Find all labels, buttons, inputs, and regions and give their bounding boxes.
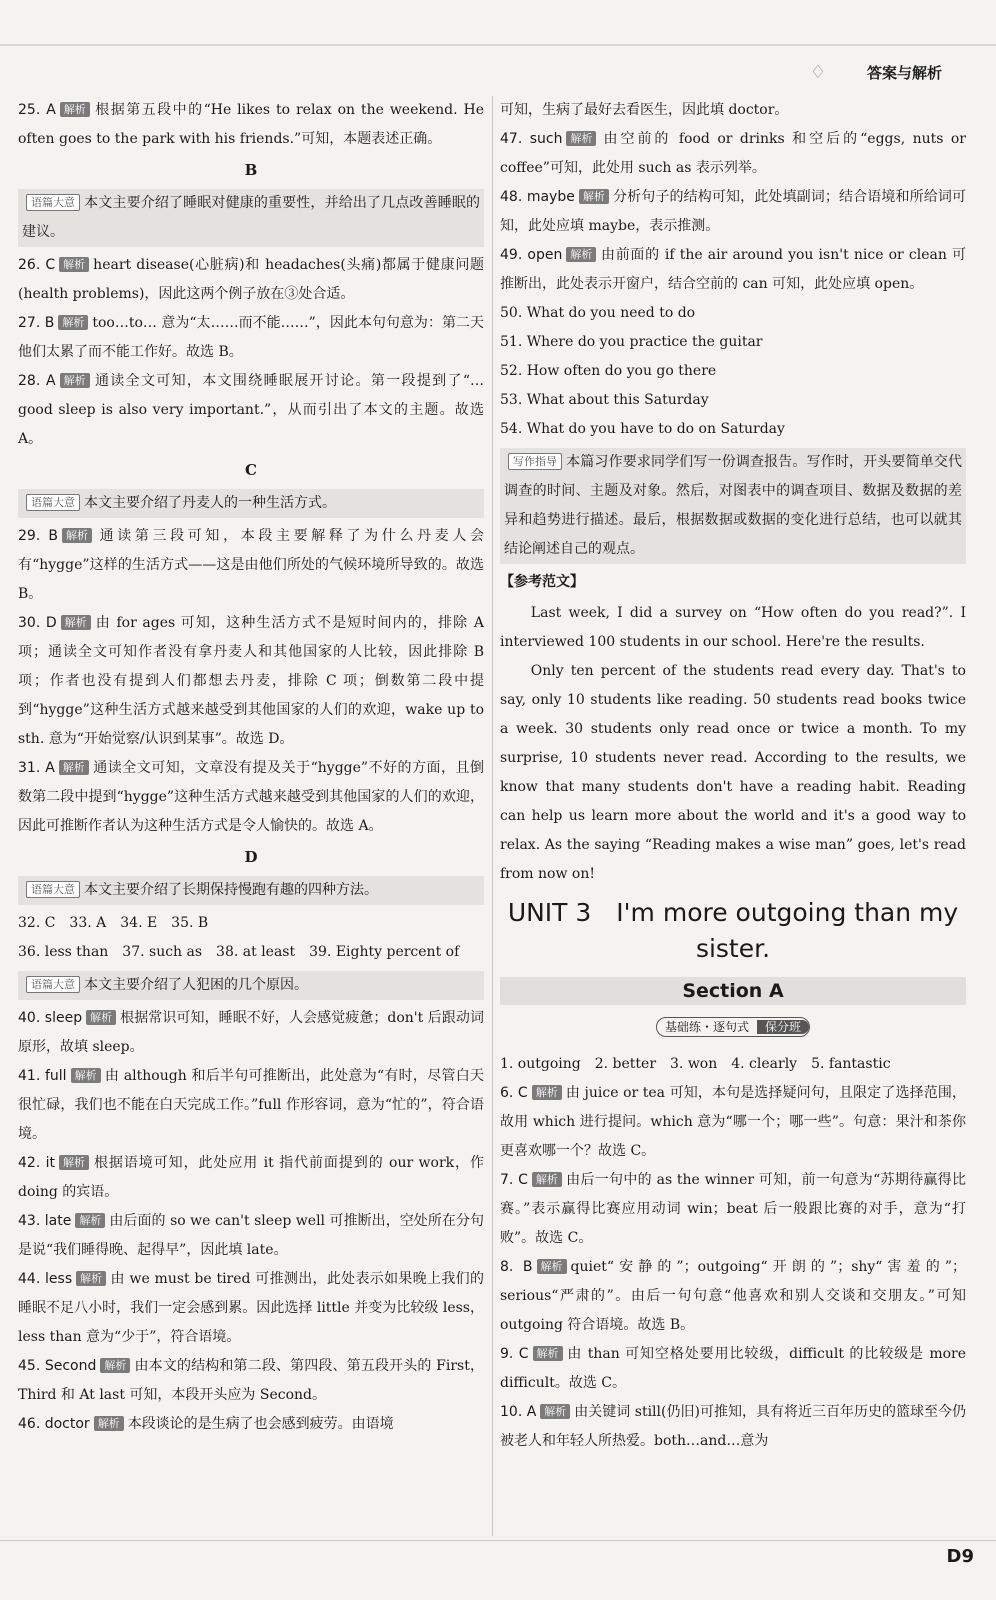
answer-explanation: 由本文的结构和第二段、第四段、第五段开头的 First，Third 和 At last 可知，本段开头应为 Second。 [18,1358,484,1403]
top-rule [0,44,996,46]
answer-item [18,1062,484,1149]
answer-item [18,522,484,609]
analysis-tag: 解析 [86,1010,116,1025]
answer-line: 53. What about this Saturday [500,392,709,408]
answer-number: 44. less [18,1271,73,1287]
answer-explanation: 通读全文可知，本文围绕睡眠展开讨论。第一段提到了“…good sleep is also very important.”，从而引出了本文的主题。故选 A。 [18,373,484,447]
answer-item [500,1340,966,1398]
writing-tag: 写作指导 [508,453,562,470]
answer-explanation: 由 although 和后半句可推断出，此处意为“有时，尽管白天很忙碌，我们也不能在白天完成工作。”full 作形容词，意为“忙的”，符合语境。 [18,1068,485,1142]
answer-item [500,183,966,241]
answer-explanation: quiet“安静的”；outgoing“开朗的”；shy“害羞的”；serious“严肃的”。由后一句句意“他喜欢和别人交谈和交朋友。”可知 outgoing 符合语境。故选 B。 [500,1259,966,1333]
analysis-tag: 解析 [532,1085,562,1100]
passage-summary [18,971,484,1000]
answer-explanation: 由后一句中的 as the winner 可知，前一句意为“苏期待赢得比赛。”表示赢得比赛应用动词 win；beat 后一般跟比赛的对手，意为“打败”。故选 C。 [500,1172,966,1246]
answer-explanation: 分析句子的结构可知，此处填副词；结合语境和所给词可知，此处应填 maybe，表示推测。 [500,189,966,234]
essay-paragraph: Last week, I did a survey on “How often do you read?”. I interviewed 100 students in our school. Here're the results. [500,605,966,650]
column-divider [492,96,493,1536]
answer-item [18,754,484,841]
right-column [500,96,966,1456]
answer-item [500,1079,966,1166]
answer-number: 40. sleep [18,1010,83,1026]
answer-explanation: too…to… 意为“太……而不能……”，因此本句句意为：第二天他们太累了而不能工作好。故选 B。 [18,315,484,360]
answer-number: 42. it [18,1155,56,1171]
answer-number: 9. C [500,1346,529,1362]
unit-title: UNIT 3 I'm more outgoing than my sister. [507,898,959,963]
header-title: 答案与解析 [866,64,942,82]
answer-explanation: 由关键词 still(仍旧)可推知，具有将近三百年历史的篮球至今仍被老人和年轻人所热爱。both…and…意为 [500,1404,966,1449]
answer-number: 31. A [18,760,55,776]
answer-item [500,1166,966,1253]
answer-item [18,309,484,367]
analysis-tag: 解析 [566,247,596,262]
gist-text: 本文主要介绍了丹麦人的一种生活方式。 [84,495,336,511]
answer-explanation: 根据常识可知，睡眠不好，人会感觉疲惫；don't 后跟动词原形，故填 sleep。 [18,1010,484,1055]
analysis-tag: 解析 [75,1213,105,1228]
answer-number: 46. doctor [18,1416,90,1432]
answer-explanation: 由前面的 if the air around you isn't nice or clean 可推断出，此处表示开窗户，结合空前的 can 可知，此处应填 open。 [500,247,966,292]
answer-explanation: heart disease(心脏病)和 headaches(头痛)都属于健康问题(health problems)，因此这两个例子放在③处合适。 [18,257,484,302]
answer-item [18,1352,484,1410]
answer-explanation: 根据第五段中的“He likes to relax on the weekend. He often goes to the park with his friends.”可知，本题表述正确。 [18,102,484,147]
section-title: Section A [500,977,966,1005]
answer-number: 26. C [18,257,56,273]
gist-text: 本文主要介绍了长期保持慢跑有趣的四种方法。 [84,882,378,898]
answer-line: 52. How often do you go there [500,363,717,379]
answer-number: 45. Second [18,1358,97,1374]
answer-item [18,1149,484,1207]
answer-number: 43. late [18,1213,72,1229]
answer-number: 8. B [500,1259,533,1275]
analysis-tag: 解析 [59,1155,89,1170]
answer-explanation: 由 we must be tired 可推测出，此处表示如果晚上我们的睡眠不足八小时，我们一定会感到累。因此选择 little 并变为比较级 less，less than 意为“少于”，符合语境。 [18,1271,484,1345]
analysis-tag: 解析 [537,1259,567,1274]
passage-summary [18,189,484,247]
answer-number: 25. A [18,102,56,118]
answer-explanation: 由空前的 food or drinks 和空后的“eggs, nuts or coffee”可知，此处用 such as 表示列举。 [500,131,966,176]
analysis-tag: 解析 [58,315,88,330]
passage-heading: C [245,461,257,479]
answer-line: 1. outgoing 2. better 3. won 4. clearly 5. fantastic [500,1056,891,1072]
passage-summary [18,876,484,905]
analysis-tag: 解析 [100,1358,130,1373]
practice-level-badge [500,1013,966,1042]
answer-line: 32. C 33. A 34. E 35. B [18,915,209,931]
analysis-tag: 解析 [533,1346,563,1361]
analysis-tag: 解析 [60,102,90,117]
answer-item [18,609,484,754]
writing-text: 本篇习作要求同学们写一份调查报告。写作时，开头要简单交代调查的时间、主题及对象。然后，对图表中的调查项目、数据及数据的差异和趋势进行描述。最后，根据数据或数据的变化进行总结，也可以就其结论阐述自己的观点。 [504,454,962,557]
answer-explanation: 根据语境可知，此处应用 it 指代前面提到的 our work，作 doing 的宾语。 [18,1155,484,1200]
answer-item [18,1207,484,1265]
analysis-tag: 解析 [60,373,90,388]
answer-number: 30. D [18,615,57,631]
analysis-tag: 解析 [61,615,91,630]
gist-tag: 语篇大意 [26,976,80,993]
answer-item [18,96,484,154]
answer-number: 28. A [18,373,56,389]
essay-paragraph: Only ten percent of the students read every day. That's to say, only 10 students like reading. 50 students read books twice a week. 30 students only read once or twice a month. To my surprise, 10 students never read. According to the results, we know that many students don't have a reading habit. Reading can help us learn more about the world and it's a good way to relax. As the saying “Reading makes a wise man” goes, let's read from now on! [500,663,966,882]
writing-guide [500,448,966,564]
analysis-tag: 解析 [540,1404,570,1419]
gist-tag: 语篇大意 [26,194,80,211]
answer-line: 51. Where do you practice the guitar [500,334,763,350]
answer-number: 29. B [18,528,58,544]
answer-number: 48. maybe [500,189,575,205]
answer-item [18,1265,484,1352]
analysis-tag: 解析 [579,189,609,204]
level-label: 基础练・逐句式 [664,1020,749,1034]
answer-item [500,125,966,183]
answer-explanation: 通读第三段可知，本段主要解释了为什么丹麦人会有“hygge”这样的生活方式——这是由他们所处的气候环境所导致的。故选 B。 [18,528,485,602]
answer-item [18,251,484,309]
answer-number: 41. full [18,1068,67,1084]
answer-explanation: 由后面的 so we can't sleep well 可推断出，空处所在分句是说“我们睡得晚、起得早”，因此填 late。 [18,1213,484,1258]
answer-item [18,367,484,454]
answer-explanation: 通读全文可知，文章没有提及关于“hygge”不好的方面，且倒数第二段中提到“hygge”这种生活方式越来越受到其他国家的人们的欢迎，因此可推断作者认为这种生活方式是令人愉快的。故选 A。 [18,760,485,834]
answer-number: 10. A [500,1404,537,1420]
answer-line: 36. less than 37. such as 38. at least 39. Eighty percent of [18,944,460,960]
answer-explanation: 由 than 可知空格处要用比较级，difficult 的比较级是 more difficult。故选 C。 [500,1346,967,1391]
header-decoration-icon: ♢ [809,62,826,83]
analysis-tag: 解析 [94,1416,124,1431]
analysis-tag: 解析 [62,528,92,543]
passage-heading: D [244,848,258,866]
answer-explanation: 本段谈论的是生病了也会感到疲劳。由语境 [127,1416,394,1432]
answer-number: 7. C [500,1172,528,1188]
answer-line: 50. What do you need to do [500,305,696,321]
analysis-tag: 解析 [71,1068,101,1083]
bottom-rule [0,1540,996,1541]
answer-number: 27. B [18,315,55,331]
answer-item [500,1253,966,1340]
left-column [18,96,484,1439]
analysis-tag: 解析 [76,1271,106,1286]
sample-essay-heading: 【参考范文】 [500,574,584,590]
gist-tag: 语篇大意 [26,494,80,511]
gist-text: 本文主要介绍了人犯困的几个原因。 [84,977,308,993]
answer-line: 可知，生病了最好去看医生，因此填 doctor。 [500,102,789,118]
answer-item [18,1004,484,1062]
answer-number: 47. such [500,131,563,147]
gist-tag: 语篇大意 [26,881,80,898]
answer-line: 54. What do you have to do on Saturday [500,421,785,437]
passage-heading: B [244,161,258,179]
answer-number: 6. C [500,1085,528,1101]
passage-summary [18,489,484,518]
analysis-tag: 解析 [566,131,596,146]
answer-explanation: 由 juice or tea 可知，本句是选择疑问句，且限定了选择范围，故用 which 进行提问。which 意为“哪一个；哪一些”。句意：果汁和茶你更喜欢哪一个？故选 C。 [500,1085,967,1159]
level-class: 保分班 [757,1020,809,1034]
page-number: D9 [946,1546,974,1567]
level-pill [656,1017,810,1037]
answer-item [500,1398,966,1456]
answer-item [18,1410,484,1439]
gist-text: 本文主要介绍了睡眠对健康的重要性，并给出了几点改善睡眠的建议。 [22,195,480,240]
answer-item [500,241,966,299]
analysis-tag: 解析 [59,257,89,272]
answer-explanation: 由 for ages 可知，这种生活方式不是短时间内的，排除 A 项；通读全文可知作者没有拿丹麦人和其他国家的人比较，因此排除 B 项；作者也没有提到人们都想去丹麦，排除 C 项；倒数第二段中提到“hygge”这种生活方式越来越受到其他国家的人们的欢迎，wake up to sth. 意为“开始觉察/认识到某事”。故选 D。 [18,615,484,747]
analysis-tag: 解析 [532,1172,562,1187]
analysis-tag: 解析 [59,760,89,775]
answer-number: 49. open [500,247,563,263]
